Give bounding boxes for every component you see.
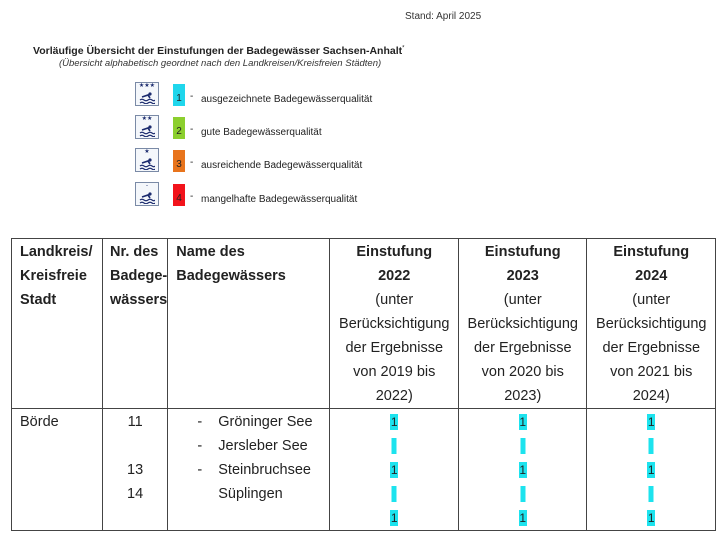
rating-mark: 1 [519, 463, 527, 477]
number-line: 14 [127, 486, 144, 502]
header-line: 2022 [378, 268, 411, 284]
rating-line [459, 458, 586, 482]
name-line [168, 458, 329, 482]
rating-mark: 1 [519, 415, 527, 429]
name-dash: - [197, 414, 203, 430]
legend-row-1 [135, 82, 435, 108]
rating-mark: 1 [647, 463, 655, 477]
swimmer-icon [135, 148, 159, 172]
rating-mark: 1 [519, 511, 527, 525]
legend-stars: ★ [144, 149, 150, 155]
header-line: (unter [503, 292, 542, 308]
header-2022 [330, 239, 459, 409]
title-footnote-mark: * [402, 45, 405, 52]
rating-line [587, 482, 715, 506]
header-line: von 2019 bis [353, 364, 436, 380]
rating-line [459, 434, 586, 458]
legend-label-2: gute Badegewässerqualität [201, 127, 322, 138]
table-header-row [12, 239, 716, 409]
number-line [103, 434, 167, 458]
rating-line [587, 410, 715, 434]
legend-swatch-2: 2 [173, 117, 185, 139]
rating-mark [520, 438, 525, 454]
rating-mark [392, 438, 397, 454]
rating-line [330, 458, 458, 482]
header-name [168, 239, 330, 409]
header-line: Einstufung [613, 244, 690, 260]
bathing-water-name: Süplingen [218, 486, 283, 502]
document-title [33, 45, 404, 57]
rating-line [330, 506, 458, 530]
name-line [168, 410, 329, 434]
name-dash: - [197, 462, 203, 478]
rating-mark [649, 486, 654, 502]
legend-row-2 [135, 115, 435, 141]
header-line: wässers [110, 292, 168, 308]
rating-line [459, 482, 586, 506]
header-line: Landkreis/ [20, 244, 93, 260]
rating-2022-cell [330, 409, 459, 531]
swimmer-icon [135, 115, 159, 139]
header-line: der Ergebnisse [345, 340, 444, 356]
district-cell: Börde [12, 409, 103, 531]
legend-dash: - [190, 191, 194, 202]
header-line: Einstufung [484, 244, 561, 260]
rating-mark [392, 486, 397, 502]
legend-stars: - [146, 183, 148, 189]
header-line: Berücksichtigung [467, 316, 578, 332]
document-title-text: Vorläufige Übersicht der Einstufungen der Badegewässer Sachsen-Anhalt [33, 45, 403, 57]
number-cell [103, 409, 168, 531]
header-line: Nr. des [110, 244, 159, 260]
rating-mark [649, 438, 654, 454]
header-line: Stadt [20, 292, 57, 308]
header-line: 2024) [632, 388, 670, 404]
rating-mark: 1 [390, 463, 398, 477]
rating-mark: 1 [647, 511, 655, 525]
header-line: 2023) [504, 388, 542, 404]
header-line: 2023 [506, 268, 539, 284]
legend-label-1: ausgezeichnete Badegewässerqualität [201, 94, 373, 105]
rating-line [459, 410, 586, 434]
header-line: von 2020 bis [481, 364, 564, 380]
header-line: von 2021 bis [610, 364, 693, 380]
header-line: Einstufung [356, 244, 433, 260]
rating-line [330, 482, 458, 506]
header-line: der Ergebnisse [602, 340, 701, 356]
name-line [168, 482, 329, 506]
rating-mark: 1 [390, 415, 398, 429]
rating-2024-cell [587, 409, 716, 531]
header-line: 2022) [375, 388, 413, 404]
legend-swatch-4: 4 [173, 184, 185, 206]
rating-mark: 1 [647, 415, 655, 429]
legend-label-3: ausreichende Badegewässerqualität [201, 160, 363, 171]
bathing-water-name: Steinbruchsee [218, 462, 311, 478]
bathing-water-table [11, 238, 716, 531]
header-2024 [587, 239, 716, 409]
name-cell [168, 409, 330, 531]
header-line: 2024 [635, 268, 668, 284]
legend-swatch-3: 3 [173, 150, 185, 172]
name-line [168, 434, 329, 458]
stand-date: Stand: April 2025 [405, 11, 482, 22]
header-line: Name des [176, 244, 245, 260]
rating-line [587, 434, 715, 458]
bathing-water-name: Gröninger See [218, 414, 313, 430]
bathing-water-name: Jersleber See [218, 438, 308, 454]
legend-dash: - [190, 157, 194, 168]
table-row [12, 409, 716, 531]
legend-stars: ★★★ [138, 83, 156, 89]
header-line: Badegewässers [176, 268, 286, 284]
rating-2023-cell [459, 409, 587, 531]
document-subtitle: (Übersicht alphabetisch geordnet nach den Landkreisen/Kreisfreien Städten) [59, 58, 382, 69]
legend-row-3 [135, 148, 435, 174]
header-line: (unter [632, 292, 671, 308]
legend-label-4: mangelhafte Badegewässerqualität [201, 194, 358, 205]
swimmer-icon [135, 82, 159, 106]
swimmer-icon [135, 182, 159, 206]
rating-line [459, 506, 586, 530]
rating-mark: 1 [390, 511, 398, 525]
rating-line [330, 434, 458, 458]
header-line: der Ergebnisse [473, 340, 572, 356]
number-line: 11 [127, 414, 143, 430]
header-number [103, 239, 168, 409]
header-district [12, 239, 103, 409]
legend-swatch-1: 1 [173, 84, 185, 106]
name-dash: - [197, 438, 203, 454]
legend-dash: - [190, 91, 194, 102]
header-2023 [459, 239, 587, 409]
header-line: Berücksichtigung [339, 316, 450, 332]
header-line: (unter [375, 292, 414, 308]
rating-mark [520, 486, 525, 502]
legend-row-4 [135, 182, 435, 208]
rating-line [587, 506, 715, 530]
number-line: 13 [127, 462, 144, 478]
legend-dash: - [190, 124, 194, 135]
header-line: Kreisfreie [20, 268, 87, 284]
legend-stars: ★★ [141, 116, 153, 122]
rating-line [587, 458, 715, 482]
header-line: Berücksichtigung [596, 316, 707, 332]
rating-line [330, 410, 458, 434]
header-line: Badege- [110, 268, 168, 284]
